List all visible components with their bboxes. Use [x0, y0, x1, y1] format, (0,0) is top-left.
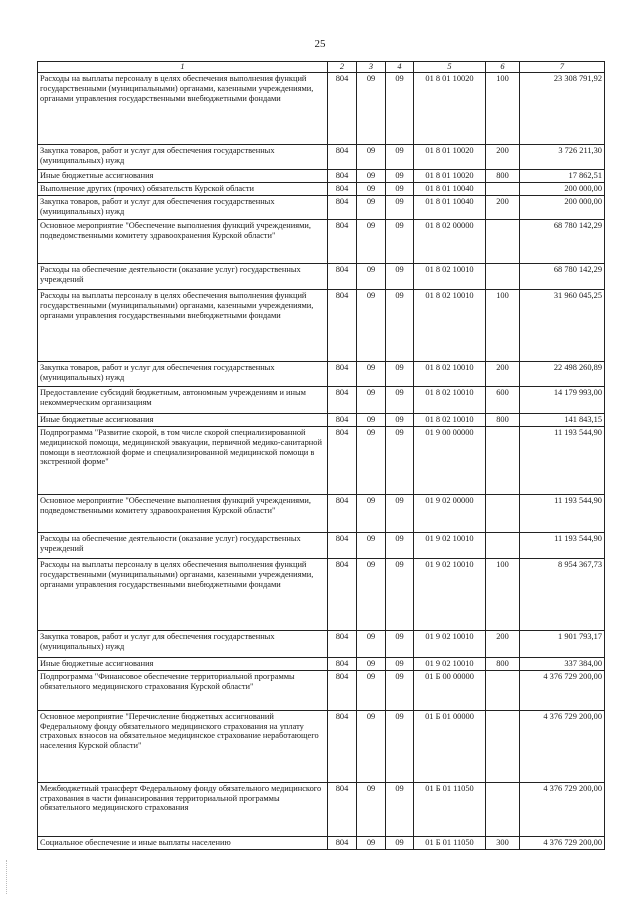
row-sum-cell: 11 193 544,90 [520, 426, 605, 494]
row-csr-cell: 01 Б 01 00000 [414, 710, 486, 782]
table-row [38, 413, 605, 426]
row-sum-cell: 4 376 729 200,00 [520, 836, 605, 849]
row-name-cell: Иные бюджетные ассигнования [38, 657, 328, 670]
row-pr-cell: 09 [386, 72, 414, 144]
row-pr-cell: 09 [386, 426, 414, 494]
row-pr-cell: 09 [386, 630, 414, 657]
header-col-vr: 6 [486, 62, 520, 73]
row-pr-cell: 09 [386, 782, 414, 836]
row-sum-cell: 11 193 544,90 [520, 494, 605, 532]
row-csr-cell: 01 9 02 10010 [414, 630, 486, 657]
row-csr-cell: 01 8 01 10040 [414, 182, 486, 195]
row-name-cell: Межбюджетный трансферт Федеральному фонду обязательного медицинского страхования в части финансирования территориальной программы обязательного медицинского страхования [38, 782, 328, 836]
row-pr-cell: 09 [386, 169, 414, 182]
row-grbs-cell: 804 [328, 386, 357, 413]
header-col-pr: 4 [386, 62, 414, 73]
row-csr-cell: 01 Б 00 00000 [414, 670, 486, 710]
row-pr-cell: 09 [386, 386, 414, 413]
row-rz-cell: 09 [357, 169, 386, 182]
row-vr-cell: 200 [486, 144, 520, 169]
row-rz-cell: 09 [357, 182, 386, 195]
row-vr-cell: 800 [486, 169, 520, 182]
row-rz-cell: 09 [357, 263, 386, 289]
row-sum-cell: 22 498 260,89 [520, 361, 605, 386]
row-sum-cell: 11 193 544,90 [520, 532, 605, 558]
row-grbs-cell: 804 [328, 782, 357, 836]
row-name-cell: Иные бюджетные ассигнования [38, 413, 328, 426]
row-grbs-cell: 804 [328, 670, 357, 710]
row-rz-cell: 09 [357, 532, 386, 558]
row-name-cell: Расходы на выплаты персоналу в целях обеспечения выполнения функций государственными (муниципальными) органами, казенными учреждениями, органами управления государственными внебюджетными фондами [38, 558, 328, 630]
row-grbs-cell: 804 [328, 361, 357, 386]
row-sum-cell: 31 960 045,25 [520, 289, 605, 361]
row-name-cell: Закупка товаров, работ и услуг для обеспечения государственных (муниципальных) нужд [38, 144, 328, 169]
row-vr-cell: 800 [486, 657, 520, 670]
table-row [38, 72, 605, 144]
row-vr-cell [486, 532, 520, 558]
row-sum-cell: 3 726 211,30 [520, 144, 605, 169]
table-body [38, 72, 605, 849]
table-row [38, 558, 605, 630]
table-row [38, 219, 605, 263]
row-vr-cell [486, 426, 520, 494]
table-row [38, 195, 605, 219]
row-sum-cell: 141 843,15 [520, 413, 605, 426]
table-row [38, 263, 605, 289]
row-sum-cell: 17 862,51 [520, 169, 605, 182]
table-row [38, 182, 605, 195]
row-grbs-cell: 804 [328, 836, 357, 849]
row-sum-cell: 8 954 367,73 [520, 558, 605, 630]
row-pr-cell: 09 [386, 494, 414, 532]
row-grbs-cell: 804 [328, 182, 357, 195]
row-grbs-cell: 804 [328, 413, 357, 426]
row-vr-cell [486, 782, 520, 836]
page-number: 25 [314, 38, 326, 50]
row-grbs-cell: 804 [328, 195, 357, 219]
row-pr-cell: 09 [386, 836, 414, 849]
row-csr-cell: 01 8 02 10010 [414, 289, 486, 361]
row-csr-cell: 01 9 02 10010 [414, 657, 486, 670]
row-name-cell: Иные бюджетные ассигнования [38, 169, 328, 182]
row-csr-cell: 01 9 02 10010 [414, 558, 486, 630]
row-sum-cell: 200 000,00 [520, 195, 605, 219]
row-vr-cell [486, 263, 520, 289]
row-csr-cell: 01 Б 01 11050 [414, 836, 486, 849]
budget-table [37, 61, 605, 850]
table-row [38, 361, 605, 386]
row-vr-cell [486, 494, 520, 532]
row-rz-cell: 09 [357, 494, 386, 532]
table-row [38, 710, 605, 782]
header-col-sum: 7 [520, 62, 605, 73]
row-csr-cell: 01 9 00 00000 [414, 426, 486, 494]
row-vr-cell: 600 [486, 386, 520, 413]
row-csr-cell: 01 8 02 10010 [414, 413, 486, 426]
row-rz-cell: 09 [357, 219, 386, 263]
row-name-cell: Подпрограмма "Развитие скорой, в том числе скорой специализированной медицинской помощи, медицинской эвакуации, первичной медико-санитарной помощи в неотложной форме и специализированной медицинской помощи в экстренной форме" [38, 426, 328, 494]
row-pr-cell: 09 [386, 219, 414, 263]
row-grbs-cell: 804 [328, 263, 357, 289]
row-pr-cell: 09 [386, 657, 414, 670]
table-row [38, 657, 605, 670]
row-grbs-cell: 804 [328, 72, 357, 144]
row-pr-cell: 09 [386, 195, 414, 219]
row-rz-cell: 09 [357, 710, 386, 782]
row-sum-cell: 200 000,00 [520, 182, 605, 195]
row-csr-cell: 01 9 02 00000 [414, 494, 486, 532]
row-vr-cell: 100 [486, 72, 520, 144]
row-sum-cell: 4 376 729 200,00 [520, 710, 605, 782]
row-vr-cell: 300 [486, 836, 520, 849]
row-rz-cell: 09 [357, 386, 386, 413]
row-name-cell: Закупка товаров, работ и услуг для обеспечения государственных (муниципальных) нужд [38, 630, 328, 657]
row-rz-cell: 09 [357, 657, 386, 670]
row-vr-cell: 800 [486, 413, 520, 426]
row-csr-cell: 01 8 02 10010 [414, 263, 486, 289]
row-pr-cell: 09 [386, 670, 414, 710]
header-col-name: 1 [38, 62, 328, 73]
table-row [38, 426, 605, 494]
row-rz-cell: 09 [357, 361, 386, 386]
row-rz-cell: 09 [357, 289, 386, 361]
row-pr-cell: 09 [386, 289, 414, 361]
row-csr-cell: 01 Б 01 11050 [414, 782, 486, 836]
row-csr-cell: 01 9 02 10010 [414, 532, 486, 558]
header-col-csr: 5 [414, 62, 486, 73]
row-grbs-cell: 804 [328, 289, 357, 361]
row-csr-cell: 01 8 01 10020 [414, 144, 486, 169]
row-sum-cell: 4 376 729 200,00 [520, 782, 605, 836]
row-grbs-cell: 804 [328, 657, 357, 670]
row-name-cell: Социальное обеспечение и иные выплаты населению [38, 836, 328, 849]
row-vr-cell [486, 710, 520, 782]
row-pr-cell: 09 [386, 710, 414, 782]
row-rz-cell: 09 [357, 836, 386, 849]
row-vr-cell: 200 [486, 195, 520, 219]
row-vr-cell: 100 [486, 558, 520, 630]
row-name-cell: Выполнение других (прочих) обязательств Курской области [38, 182, 328, 195]
row-grbs-cell: 804 [328, 219, 357, 263]
row-vr-cell: 200 [486, 630, 520, 657]
row-rz-cell: 09 [357, 144, 386, 169]
table-row [38, 144, 605, 169]
row-sum-cell: 337 384,00 [520, 657, 605, 670]
row-csr-cell: 01 8 02 10010 [414, 361, 486, 386]
table-row [38, 386, 605, 413]
row-vr-cell: 200 [486, 361, 520, 386]
row-sum-cell: 1 901 793,17 [520, 630, 605, 657]
table-row [38, 670, 605, 710]
row-grbs-cell: 804 [328, 494, 357, 532]
row-sum-cell: 4 376 729 200,00 [520, 670, 605, 710]
row-rz-cell: 09 [357, 195, 386, 219]
row-csr-cell: 01 8 01 10020 [414, 72, 486, 144]
row-grbs-cell: 804 [328, 169, 357, 182]
table-row [38, 169, 605, 182]
row-rz-cell: 09 [357, 630, 386, 657]
row-pr-cell: 09 [386, 532, 414, 558]
row-name-cell: Расходы на выплаты персоналу в целях обеспечения выполнения функций государственными (муниципальными) органами, казенными учреждениями, органами управления государственными внебюджетными фондами [38, 289, 328, 361]
row-pr-cell: 09 [386, 361, 414, 386]
row-name-cell: Предоставление субсидий бюджетным, автономным учреждениям и иным некоммерческим организациям [38, 386, 328, 413]
row-grbs-cell: 804 [328, 426, 357, 494]
row-sum-cell: 14 179 993,00 [520, 386, 605, 413]
row-rz-cell: 09 [357, 426, 386, 494]
row-sum-cell: 68 780 142,29 [520, 263, 605, 289]
row-sum-cell: 68 780 142,29 [520, 219, 605, 263]
table-row [38, 630, 605, 657]
row-rz-cell: 09 [357, 782, 386, 836]
header-col-rz: 3 [357, 62, 386, 73]
table-row [38, 782, 605, 836]
row-grbs-cell: 804 [328, 144, 357, 169]
row-name-cell: Закупка товаров, работ и услуг для обеспечения государственных (муниципальных) нужд [38, 195, 328, 219]
table-row [38, 289, 605, 361]
table-row [38, 836, 605, 849]
row-grbs-cell: 804 [328, 710, 357, 782]
scan-margin-mark [6, 860, 13, 894]
row-pr-cell: 09 [386, 413, 414, 426]
row-rz-cell: 09 [357, 670, 386, 710]
row-name-cell: Закупка товаров, работ и услуг для обеспечения государственных (муниципальных) нужд [38, 361, 328, 386]
row-csr-cell: 01 8 01 10040 [414, 195, 486, 219]
row-csr-cell: 01 8 01 10020 [414, 169, 486, 182]
row-sum-cell: 23 308 791,92 [520, 72, 605, 144]
row-name-cell: Основное мероприятие "Перечисление бюджетных ассигнований Федеральному фонду обязательного медицинского страхования на уплату страховых взносов на обязательное медицинское страхование неработающего населения Курской области" [38, 710, 328, 782]
row-pr-cell: 09 [386, 558, 414, 630]
row-pr-cell: 09 [386, 263, 414, 289]
header-row [38, 62, 605, 73]
header-col-grbs: 2 [328, 62, 357, 73]
row-rz-cell: 09 [357, 413, 386, 426]
row-pr-cell: 09 [386, 182, 414, 195]
row-name-cell: Основное мероприятие "Обеспечение выполнения функций учреждениями, подведомственными комитету здравоохранения Курской области" [38, 494, 328, 532]
row-name-cell: Основное мероприятие "Обеспечение выполнения функций учреждениями, подведомственными комитету здравоохранения Курской области" [38, 219, 328, 263]
row-rz-cell: 09 [357, 558, 386, 630]
row-name-cell: Расходы на обеспечение деятельности (оказание услуг) государственных учреждений [38, 263, 328, 289]
row-name-cell: Расходы на обеспечение деятельности (оказание услуг) государственных учреждений [38, 532, 328, 558]
row-vr-cell [486, 219, 520, 263]
row-vr-cell [486, 182, 520, 195]
row-pr-cell: 09 [386, 144, 414, 169]
row-name-cell: Подпрограмма "Финансовое обеспечение территориальной программы обязательного медицинского страхования Курской области" [38, 670, 328, 710]
table-row [38, 494, 605, 532]
row-grbs-cell: 804 [328, 630, 357, 657]
row-name-cell: Расходы на выплаты персоналу в целях обеспечения выполнения функций государственными (муниципальными) органами, казенными учреждениями, органами управления государственными внебюджетными фондами [38, 72, 328, 144]
row-grbs-cell: 804 [328, 558, 357, 630]
row-vr-cell: 100 [486, 289, 520, 361]
row-vr-cell [486, 670, 520, 710]
row-rz-cell: 09 [357, 72, 386, 144]
row-csr-cell: 01 8 02 00000 [414, 219, 486, 263]
row-grbs-cell: 804 [328, 532, 357, 558]
table-row [38, 532, 605, 558]
row-csr-cell: 01 8 02 10010 [414, 386, 486, 413]
